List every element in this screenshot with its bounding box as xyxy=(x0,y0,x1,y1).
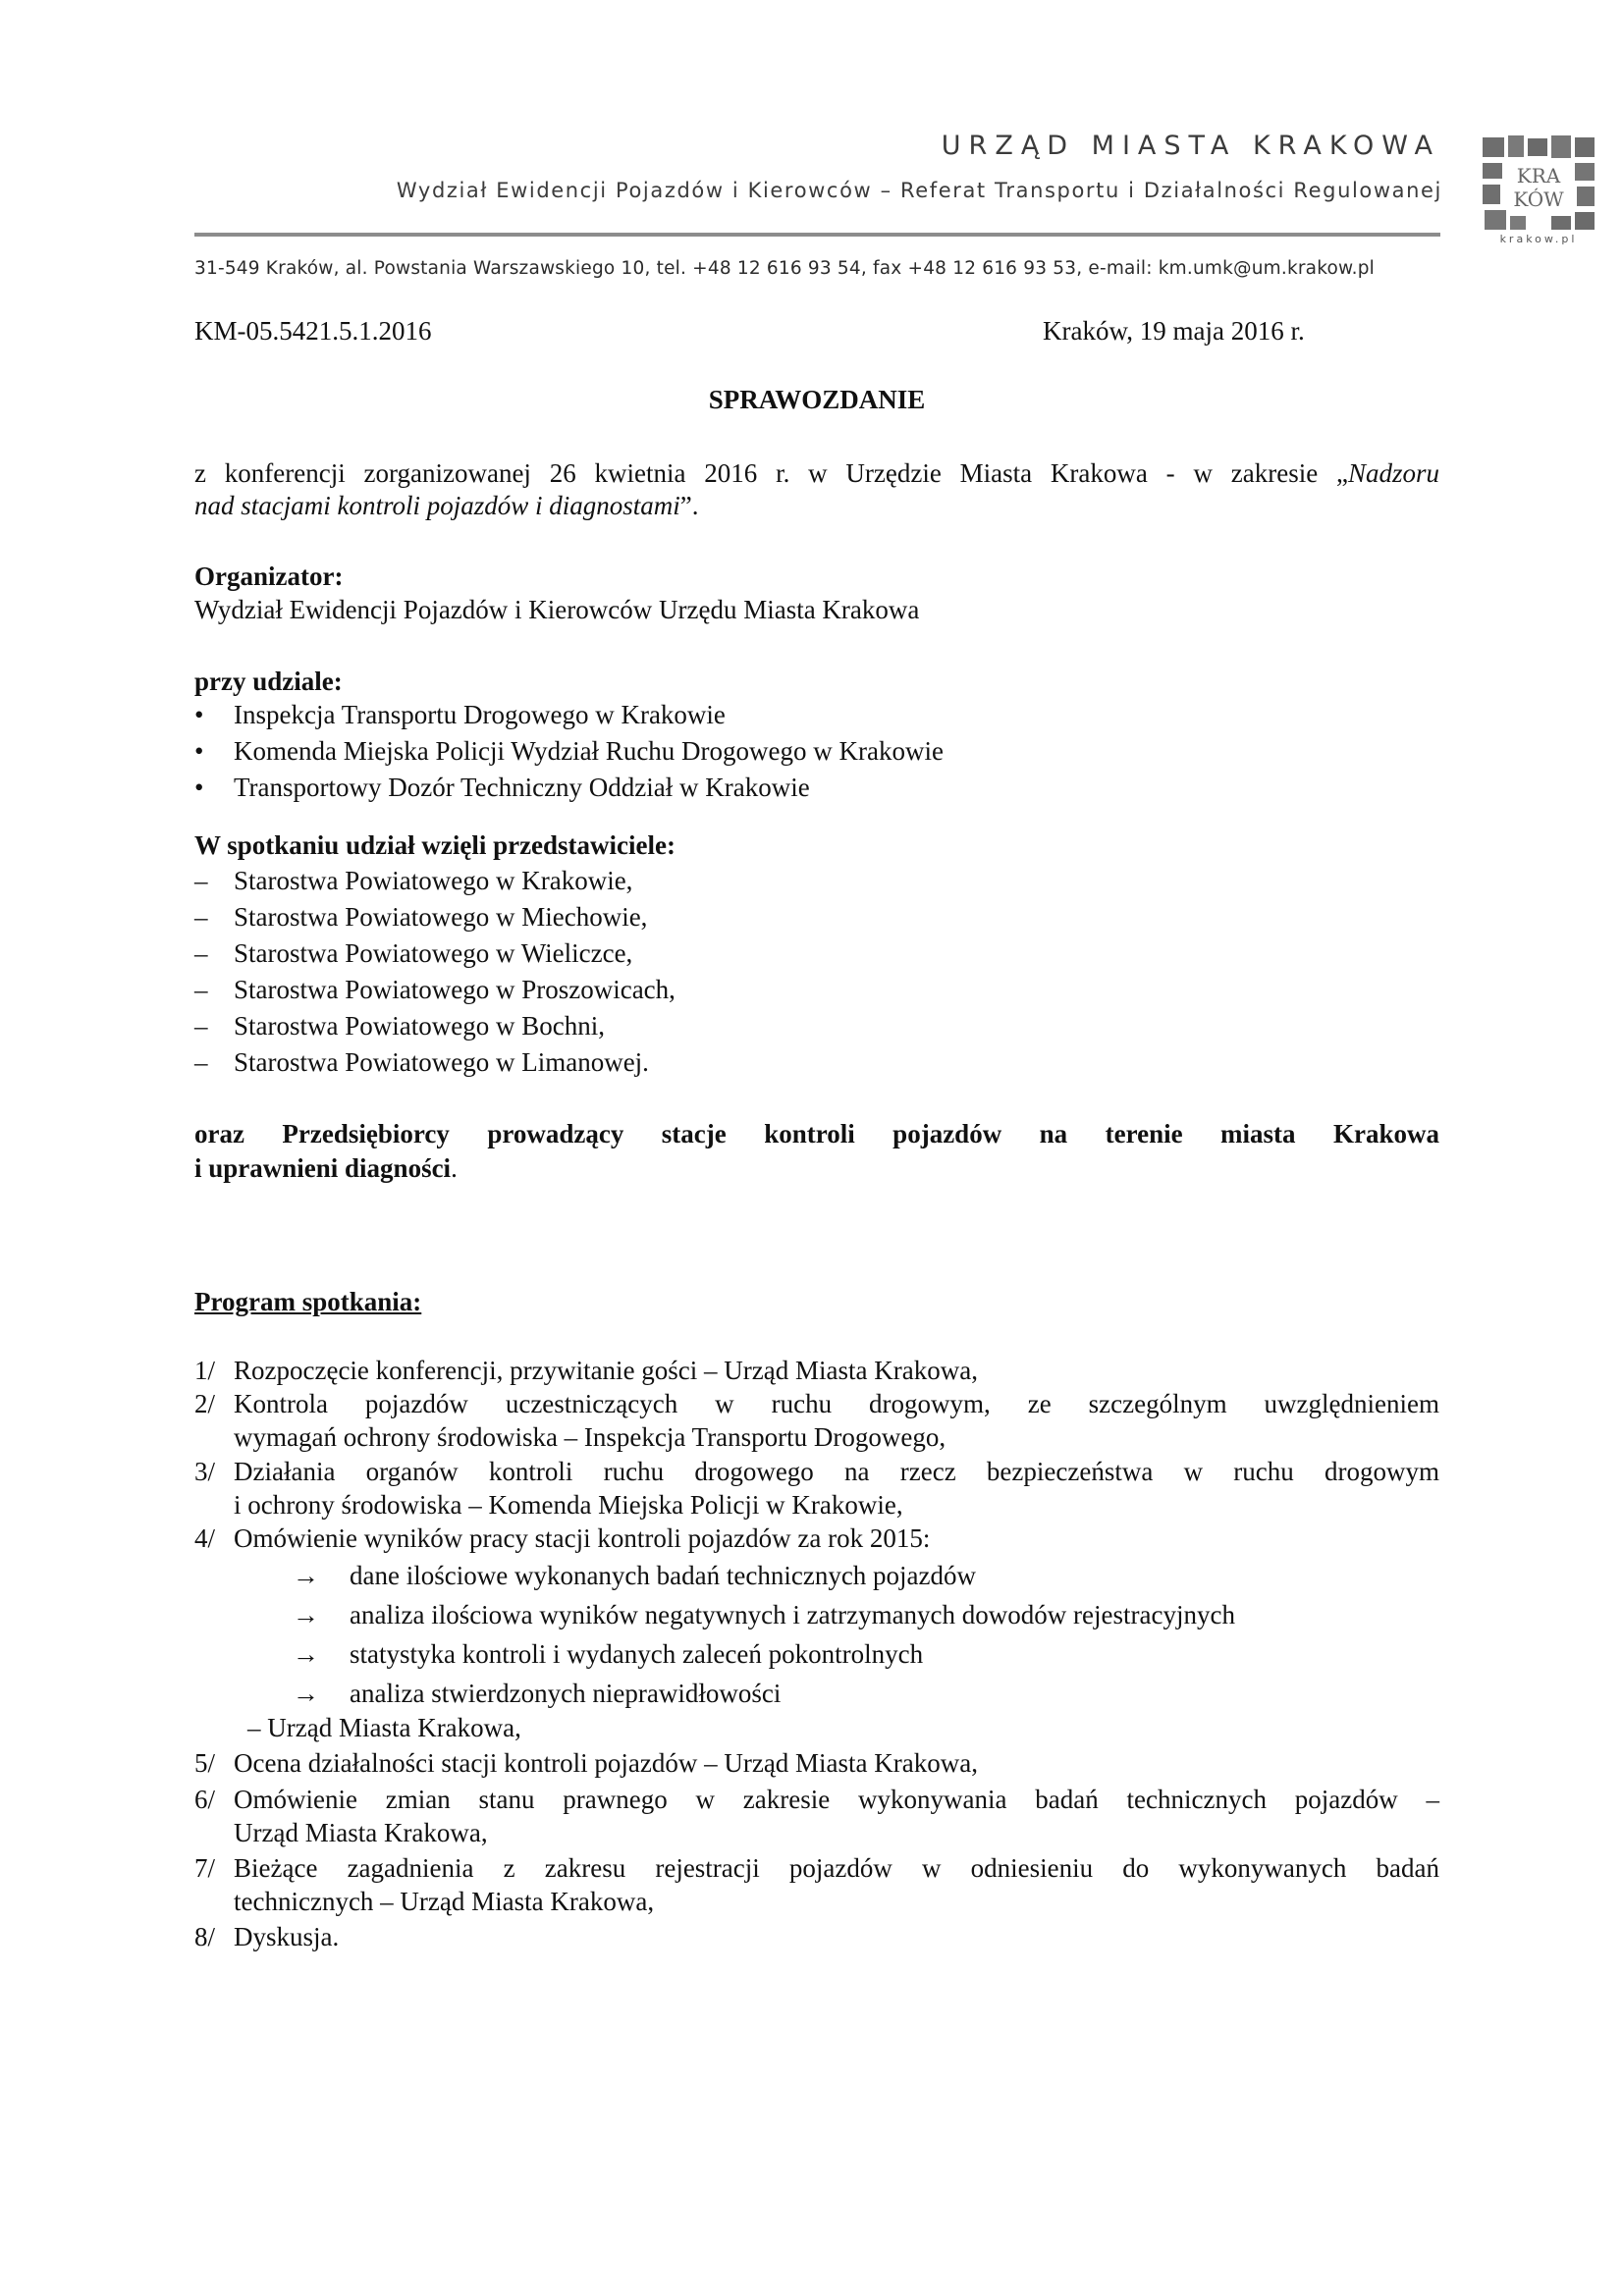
bullet: • xyxy=(194,700,204,729)
dash: – xyxy=(194,975,208,1004)
arrow-icon: → xyxy=(293,1561,319,1590)
logo-text-bottom: KÓW xyxy=(1513,187,1564,211)
representative-item: Starostwa Powiatowego w Limanowej. xyxy=(234,1047,649,1077)
program-item-text: Omówienie wyników pracy stacji kontroli pojazdów za rok 2015: xyxy=(234,1523,931,1553)
arrow-icon: → xyxy=(293,1679,319,1708)
contact-line: 31-549 Kraków, al. Powstania Warszawskiego 10, tel. +48 12 616 93 54, fax +48 12 616 93 53, e-mail: km.umk@um.krakow.pl xyxy=(194,258,1375,279)
program-item-text: Dyskusja. xyxy=(234,1922,340,1951)
representative-item: Starostwa Powiatowego w Wieliczce, xyxy=(234,938,633,968)
program-item-number: 4/ xyxy=(194,1523,216,1553)
intro-line-2: nad stacjami kontroli pojazdów i diagnostami”. xyxy=(194,491,699,520)
representative-item: Starostwa Powiatowego w Proszowicach, xyxy=(234,975,676,1004)
place-date: Kraków, 19 maja 2016 r. xyxy=(1043,316,1305,346)
participant-item: Komenda Miejska Policji Wydział Ruchu Drogowego w Krakowie xyxy=(234,736,944,766)
program-item-text: wymagań ochrony środowiska – Inspekcja Transportu Drogowego, xyxy=(234,1422,946,1452)
participant-item: Inspekcja Transportu Drogowego w Krakowie xyxy=(234,700,726,729)
dash: – xyxy=(194,1011,208,1041)
program-item-number: 2/ xyxy=(194,1389,216,1418)
bullet: • xyxy=(194,736,204,766)
representative-item: Starostwa Powiatowego w Bochni, xyxy=(234,1011,605,1041)
program-item-text: technicznych – Urząd Miasta Krakowa, xyxy=(234,1887,655,1916)
program-item-number: 7/ xyxy=(194,1853,216,1883)
reference-number: KM-05.5421.5.1.2016 xyxy=(194,316,432,346)
program-item-number: 1/ xyxy=(194,1356,216,1385)
program-item-text: Rozpoczęcie konferencji, przywitanie gości – Urząd Miasta Krakowa, xyxy=(234,1356,978,1385)
participants-label: przy udziale: xyxy=(194,667,343,696)
bullet: • xyxy=(194,773,204,802)
logo-text-top: KRA xyxy=(1516,164,1561,187)
program-subitem: analiza stwierdzonych nieprawidłowości xyxy=(350,1679,782,1708)
department-name: Wydział Ewidencji Pojazdów i Kierowców – Referat Transportu i Działalności Regulowanej xyxy=(396,179,1442,202)
program-item-text: i ochrony środowiska – Komenda Miejska Policji w Krakowie, xyxy=(234,1490,903,1520)
dash: – xyxy=(194,938,208,968)
program-subitem: statystyka kontroli i wydanych zaleceń pokontrolnych xyxy=(350,1639,924,1669)
entrepreneurs-line-2: i uprawnieni diagności. xyxy=(194,1153,458,1183)
logo-caption: krakow.pl xyxy=(1499,233,1578,245)
program-item-number: 5/ xyxy=(194,1748,216,1778)
program-item-text: Kontrola pojazdów uczestniczących w ruchu drogowym, ze szczególnym uwzględnieniem xyxy=(234,1389,1439,1418)
representative-item: Starostwa Powiatowego w Krakowie, xyxy=(234,866,633,895)
representative-item: Starostwa Powiatowego w Miechowie, xyxy=(234,902,648,932)
organizer-label: Organizator: xyxy=(194,561,344,591)
program-item-text: Ocena działalności stacji kontroli pojazdów – Urząd Miasta Krakowa, xyxy=(234,1748,978,1778)
arrow-icon: → xyxy=(293,1639,319,1669)
document-title: SPRAWOZDANIE xyxy=(708,385,926,414)
header-divider xyxy=(194,233,1440,237)
program-item-number: 6/ xyxy=(194,1785,216,1814)
program-item-text: Bieżące zagadnienia z zakresu rejestracji pojazdów w odniesieniu do wykonywanych badań xyxy=(234,1853,1439,1883)
arrow-icon: → xyxy=(293,1600,319,1629)
program-item-number: 3/ xyxy=(194,1457,216,1486)
program-item-number: 8/ xyxy=(194,1922,216,1951)
program-subitem: dane ilościowe wykonanych badań technicznych pojazdów xyxy=(350,1561,977,1590)
organizer-value: Wydział Ewidencji Pojazdów i Kierowców Urzędu Miasta Krakowa xyxy=(194,595,920,624)
dash: – xyxy=(194,866,208,895)
office-title: URZĄD MIASTA KRAKOWA xyxy=(941,131,1440,161)
participant-item: Transportowy Dozór Techniczny Oddział w Krakowie xyxy=(234,773,810,802)
program-heading: Program spotkania: xyxy=(194,1287,422,1316)
dash: – xyxy=(194,902,208,932)
program-subitem: analiza ilościowa wyników negatywnych i zatrzymanych dowodów rejestracyjnych xyxy=(350,1600,1235,1629)
representatives-label: W spotkaniu udział wzięli przedstawiciele: xyxy=(194,830,676,860)
program-item-text: Omówienie zmian stanu prawnego w zakresie wykonywania badań technicznych pojazdów – xyxy=(234,1785,1439,1814)
program-item-text: Urząd Miasta Krakowa, xyxy=(234,1818,488,1847)
program-item-text: Działania organów kontroli ruchu drogowego na rzecz bezpieczeństwa w ruchu drogowym xyxy=(234,1457,1439,1486)
program-item-4-tail: – Urząd Miasta Krakowa, xyxy=(247,1713,521,1742)
entrepreneurs-line-1: oraz Przedsiębiorcy prowadzący stacje kontroli pojazdów na terenie miasta Krakowa xyxy=(194,1119,1439,1148)
intro-line-1: z konferencji zorganizowanej 26 kwietnia 2016 r. w Urzędzie Miasta Krakowa - w zakresie „Nadzoru xyxy=(194,458,1439,488)
dash: – xyxy=(194,1047,208,1077)
